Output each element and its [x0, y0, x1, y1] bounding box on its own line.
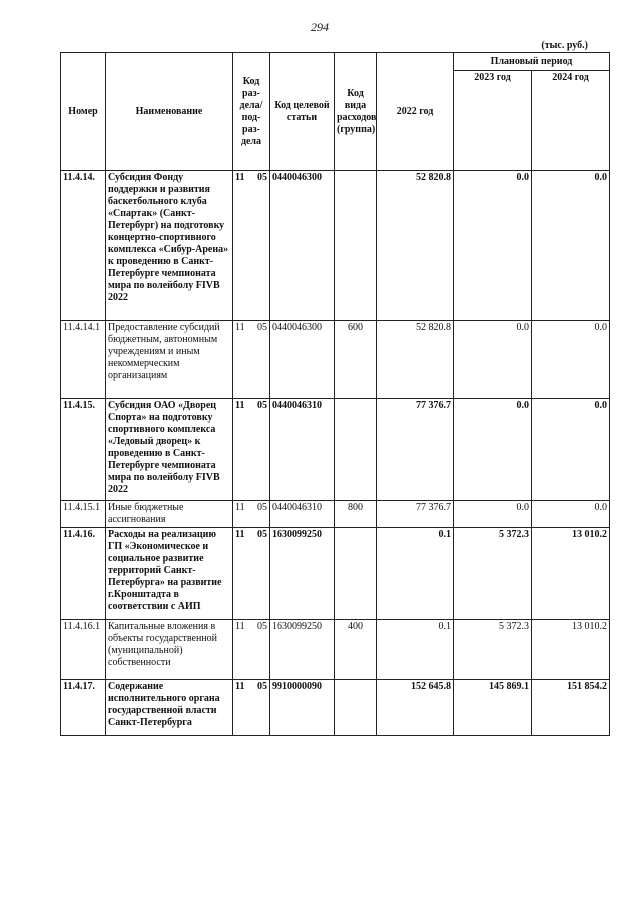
- header-number: Номер: [61, 53, 106, 171]
- row-value-2023: 5 372.3: [454, 620, 532, 680]
- row-subsection: 05: [257, 400, 267, 411]
- row-number: 11.4.15.1: [61, 501, 106, 528]
- row-name: Иные бюджетные ассигнования: [106, 501, 233, 528]
- row-number: 11.4.16.1: [61, 620, 106, 680]
- row-value-2022: 52 820.8: [377, 321, 454, 399]
- row-section: 11: [235, 400, 245, 411]
- row-value-2023: 0.0: [454, 399, 532, 501]
- row-subsection: 05: [257, 502, 267, 513]
- row-value-2024: 13 010.2: [532, 620, 610, 680]
- row-target-code: 0440046310: [270, 399, 335, 501]
- row-value-2024: 151 854.2: [532, 680, 610, 736]
- row-expense-type-code: 600: [335, 321, 377, 399]
- row-section-code: [233, 680, 270, 736]
- row-value-2024: 0.0: [532, 321, 610, 399]
- table-row: [61, 620, 610, 680]
- row-value-2022: 152 645.8: [377, 680, 454, 736]
- row-value-2022: 0.1: [377, 620, 454, 680]
- row-subsection: 05: [257, 681, 267, 692]
- row-number: 11.4.14.: [61, 171, 106, 321]
- row-number: 11.4.16.: [61, 528, 106, 620]
- row-value-2023: 0.0: [454, 321, 532, 399]
- budget-table: [60, 52, 610, 736]
- row-section-code: [233, 620, 270, 680]
- row-name: Содержание исполнительного органа государственной власти Санкт-Петербурга: [106, 680, 233, 736]
- row-value-2023: 0.0: [454, 501, 532, 528]
- row-section: 11: [235, 172, 245, 183]
- row-section-code: [233, 501, 270, 528]
- row-value-2023: 145 869.1: [454, 680, 532, 736]
- row-section: 11: [235, 322, 245, 333]
- row-expense-type-code: 400: [335, 620, 377, 680]
- row-target-code: 0440046310: [270, 501, 335, 528]
- header-year-2024: 2024 год: [532, 71, 610, 171]
- row-section: 11: [235, 529, 245, 540]
- row-section: 11: [235, 621, 245, 632]
- units-label: (тыс. руб.): [541, 40, 588, 51]
- row-section: 11: [235, 681, 245, 692]
- table-body: [61, 171, 610, 736]
- row-subsection: 05: [257, 322, 267, 333]
- row-name: Субсидия Фонду поддержки и развития баскетбольного клуба «Спартак» (Санкт-Петербург) на подготовку концертно-спортивного комплекса «Сибур-Арена» к проведению в Санкт-Петербурге чемпионата мира по волейболу FIVB 2022: [106, 171, 233, 321]
- row-target-code: 1630099250: [270, 528, 335, 620]
- row-value-2022: 52 820.8: [377, 171, 454, 321]
- row-value-2024: 13 010.2: [532, 528, 610, 620]
- row-target-code: 9910000090: [270, 680, 335, 736]
- header-section-code: Код раз-дела/ под-раз-дела: [233, 53, 270, 171]
- row-expense-type-code: [335, 171, 377, 321]
- row-target-code: 1630099250: [270, 620, 335, 680]
- row-name: Субсидия ОАО «Дворец Спорта» на подготовку спортивного комплекса «Ледовый дворец» к проведению в Санкт-Петербурге чемпионата мира по волейболу FIVB 2022: [106, 399, 233, 501]
- table-row: [61, 321, 610, 399]
- row-value-2024: 0.0: [532, 171, 610, 321]
- header-year-2023: 2023 год: [454, 71, 532, 171]
- row-section-code: [233, 321, 270, 399]
- header-expense-type-code: Код вида расходов (группа): [335, 53, 377, 171]
- row-value-2022: 77 376.7: [377, 399, 454, 501]
- row-value-2024: 0.0: [532, 501, 610, 528]
- row-value-2023: 5 372.3: [454, 528, 532, 620]
- row-section-code: [233, 171, 270, 321]
- header-name: Наименование: [106, 53, 233, 171]
- table-row: [61, 501, 610, 528]
- table-row: [61, 171, 610, 321]
- row-section-code: [233, 528, 270, 620]
- header-target-code: Код целевой статьи: [270, 53, 335, 171]
- row-number: 11.4.15.: [61, 399, 106, 501]
- row-expense-type-code: 800: [335, 501, 377, 528]
- row-value-2022: 77 376.7: [377, 501, 454, 528]
- row-expense-type-code: [335, 680, 377, 736]
- table-row: [61, 528, 610, 620]
- table-row: [61, 399, 610, 501]
- header-year-2022: 2022 год: [377, 53, 454, 171]
- row-value-2023: 0.0: [454, 171, 532, 321]
- row-number: 11.4.14.1: [61, 321, 106, 399]
- row-value-2022: 0.1: [377, 528, 454, 620]
- row-name: Капитальные вложения в объекты государственной (муниципальной) собственности: [106, 620, 233, 680]
- row-target-code: 0440046300: [270, 171, 335, 321]
- page-number: 294: [311, 20, 329, 34]
- row-expense-type-code: [335, 528, 377, 620]
- row-subsection: 05: [257, 172, 267, 183]
- row-target-code: 0440046300: [270, 321, 335, 399]
- row-number: 11.4.17.: [61, 680, 106, 736]
- row-name: Предоставление субсидий бюджетным, автономным учреждениям и иным некоммерческим организациям: [106, 321, 233, 399]
- table-row: [61, 680, 610, 736]
- row-name: Расходы на реализацию ГП «Экономическое и социальное развитие территорий Санкт-Петербурга» на развитие г.Кронштадта в соответствии с АИП: [106, 528, 233, 620]
- row-expense-type-code: [335, 399, 377, 501]
- header-planned-period: Плановый период: [454, 53, 610, 71]
- row-subsection: 05: [257, 529, 267, 540]
- row-section-code: [233, 399, 270, 501]
- table-header: [61, 53, 610, 171]
- row-value-2024: 0.0: [532, 399, 610, 501]
- row-subsection: 05: [257, 621, 267, 632]
- row-section: 11: [235, 502, 245, 513]
